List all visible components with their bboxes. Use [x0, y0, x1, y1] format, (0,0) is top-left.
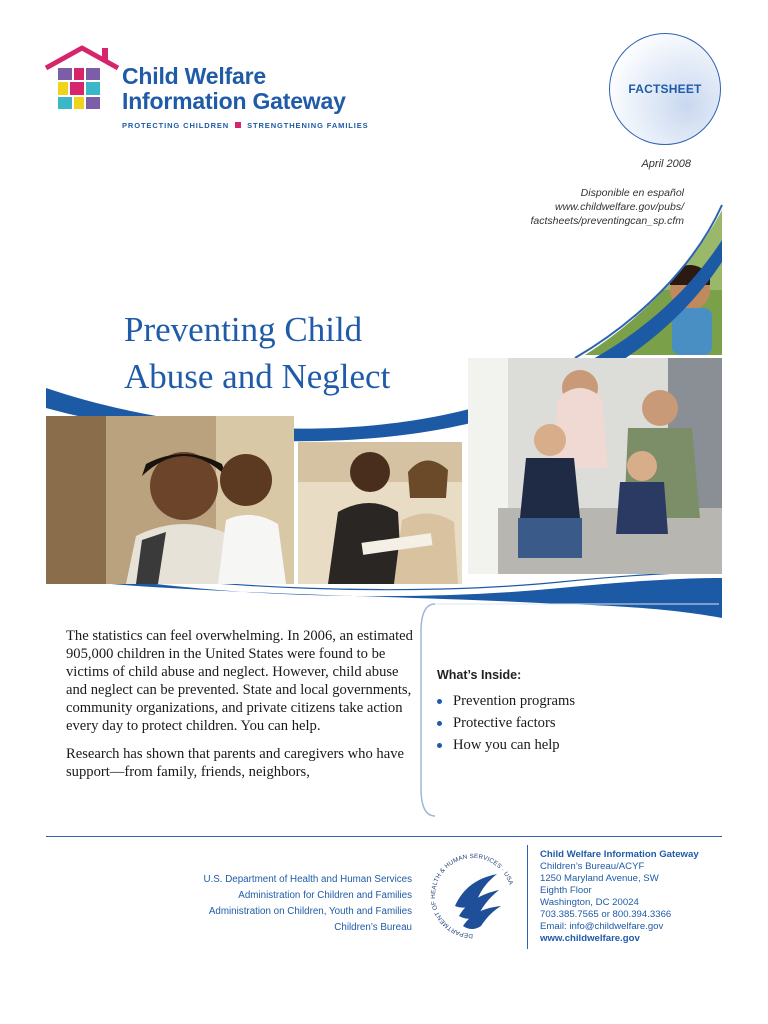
publication-date: April 2008 [641, 158, 691, 170]
bullet-icon [437, 721, 442, 726]
logo-title: Child Welfare Information Gateway [122, 63, 346, 114]
intro-text [66, 627, 416, 791]
list-item: Protective factors [437, 712, 575, 734]
intro-paragraph-2: Research has shown that parents and caregivers who have support—from family, friends, neighbors, [66, 746, 404, 780]
spanish-version-note: Disponible en español www.childwelfare.gov/pubs/ factsheets/preventingcan_sp.cfm [530, 187, 684, 227]
whats-inside-list [437, 690, 575, 756]
contact-name: Child Welfare Information Gateway [540, 849, 699, 860]
contact-email[interactable]: Email: info@childwelfare.gov [540, 921, 664, 932]
page-title: Preventing Child Abuse and Neglect [124, 310, 391, 396]
photo-family-on-steps [468, 358, 722, 574]
factsheet-badge: FACTSHEET [609, 33, 721, 145]
whats-inside-heading: What’s Inside: [437, 668, 522, 682]
contact-block: Child Welfare Information Gateway Children’s Bureau/ACYF 1250 Maryland Avenue, SW Eighth Floor Washington, DC 20024 703.385.7565 or 800.394.3366 Email: info@childwelfare.gov www.childwelfare.gov [540, 849, 699, 944]
hhs-agency-list: U.S. Department of Health and Human Services Administration for Children and Families Administration on Children, Youth and Families Children’s Bureau [203, 874, 412, 933]
svg-text:DEPARTMENT OF HEALTH & HUMAN S: DEPARTMENT OF HEALTH & HUMAN SERVICES · USA [429, 852, 515, 940]
photo-girls-reading [298, 442, 462, 584]
hhs-seal-icon [427, 848, 519, 946]
footer-vertical-divider [527, 845, 528, 949]
list-item: Prevention programs [437, 690, 575, 712]
footer-divider [46, 836, 722, 837]
bullet-icon [437, 699, 442, 704]
list-item: How you can help [437, 734, 575, 756]
photo-two-children [46, 416, 294, 584]
contact-phone: 703.385.7565 or 800.394.3366 [540, 909, 672, 920]
logo-tagline: PROTECTING CHILDREN STRENGTHENING FAMILIES [122, 121, 369, 130]
bullet-icon [437, 743, 442, 748]
contact-website-link[interactable]: www.childwelfare.gov [540, 933, 640, 944]
intro-paragraph-1: The statistics can feel overwhelming. In 2006, an estimated 905,000 children in the United States were found to be victims of child abuse and neglect. However, child abuse and neglect can be prevented. State and local governments, community organizations, and private citizens take action every day to protect children. You can help. [66, 628, 413, 734]
